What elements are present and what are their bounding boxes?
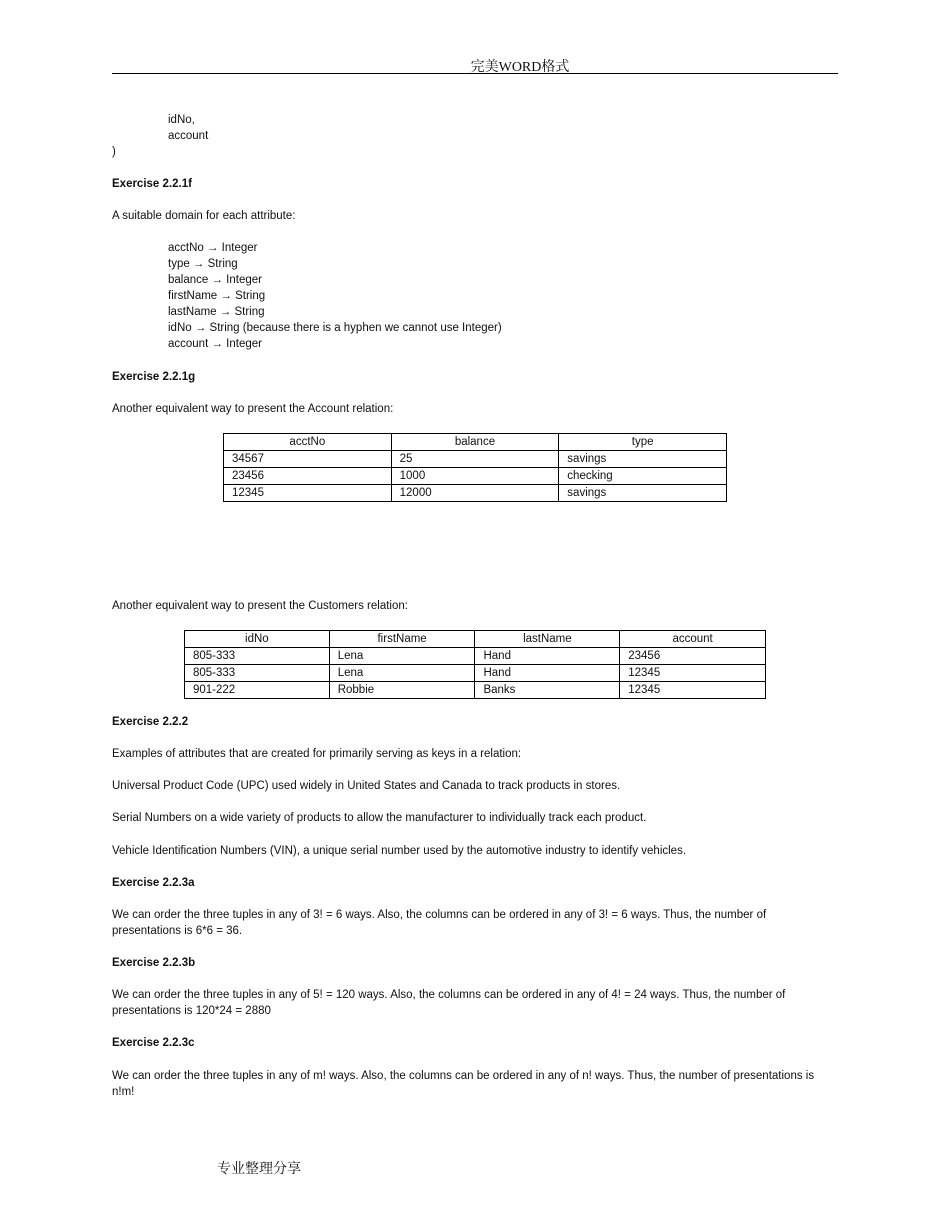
heading-2-2-3a: Exercise 2.2.3a bbox=[112, 877, 195, 889]
column-header: lastName bbox=[475, 631, 620, 648]
heading-2-2-3c: Exercise 2.2.3c bbox=[112, 1037, 195, 1049]
customers-table bbox=[184, 630, 766, 699]
domain-item: acctNo → Integer bbox=[168, 242, 258, 254]
table-cell: 805-333 bbox=[185, 648, 330, 665]
domain-list bbox=[168, 240, 502, 352]
table-cell: 12345 bbox=[224, 485, 392, 502]
table-row bbox=[224, 451, 727, 468]
keys-example-serial: Serial Numbers on a wide variety of products to allow the manufacturer to individually track each product. bbox=[112, 812, 647, 824]
heading-2-2-1g: Exercise 2.2.1g bbox=[112, 371, 196, 383]
domain-intro: A suitable domain for each attribute: bbox=[112, 210, 296, 222]
table-cell: 1000 bbox=[391, 468, 559, 485]
closing-paren: ) bbox=[112, 146, 116, 158]
table-cell: Lena bbox=[329, 648, 475, 665]
table-cell: 23456 bbox=[224, 468, 392, 485]
answer-2-2-3a: We can order the three tuples in any of 3! = 6 ways. Also, the columns can be ordered in any of 3! = 6 ways. Thus, the number of presentations is 6*6 = 36. bbox=[112, 909, 767, 937]
table-row bbox=[185, 665, 766, 682]
table-cell: 12345 bbox=[620, 682, 766, 699]
header-rule bbox=[112, 73, 838, 74]
table-cell: savings bbox=[559, 451, 727, 468]
answer-2-2-3b: We can order the three tuples in any of 5! = 120 ways. Also, the columns can be ordered in any of 4! = 24 ways. Thus, the number of presentations is 120*24 = 2880 bbox=[112, 989, 786, 1017]
table-cell: Hand bbox=[475, 648, 620, 665]
column-header: type bbox=[559, 434, 727, 451]
domain-item: firstName → String bbox=[168, 290, 266, 302]
keys-example-upc: Universal Product Code (UPC) used widely in United States and Canada to track products in stores. bbox=[112, 780, 621, 792]
column-header: idNo bbox=[185, 631, 330, 648]
table-row bbox=[185, 648, 766, 665]
table-cell: Hand bbox=[475, 665, 620, 682]
column-header: firstName bbox=[329, 631, 475, 648]
domain-item: idNo → String (because there is a hyphen we cannot use Integer) bbox=[168, 322, 502, 334]
table-cell: savings bbox=[559, 485, 727, 502]
domain-item: lastName → String bbox=[168, 306, 265, 318]
table-cell: 23456 bbox=[620, 648, 766, 665]
top-line-account: account bbox=[168, 130, 209, 142]
column-header: balance bbox=[391, 434, 559, 451]
table-row bbox=[224, 485, 727, 502]
table-cell: 12000 bbox=[391, 485, 559, 502]
answer-2-2-3c: We can order the three tuples in any of m! ways. Also, the columns can be ordered in any of n! ways. Thus, the number of presentations is n!m! bbox=[112, 1070, 815, 1098]
table-cell: 34567 bbox=[224, 451, 392, 468]
heading-2-2-2: Exercise 2.2.2 bbox=[112, 716, 189, 728]
column-header: acctNo bbox=[224, 434, 392, 451]
table-row bbox=[185, 682, 766, 699]
table-cell: 901-222 bbox=[185, 682, 330, 699]
table-cell: Robbie bbox=[329, 682, 475, 699]
top-line-idno: idNo, bbox=[168, 114, 195, 126]
table-cell: Banks bbox=[475, 682, 620, 699]
heading-2-2-1f: Exercise 2.2.1f bbox=[112, 178, 192, 190]
keys-intro: Examples of attributes that are created for primarily serving as keys in a relation: bbox=[112, 748, 522, 760]
table-cell: 805-333 bbox=[185, 665, 330, 682]
keys-example-vin: Vehicle Identification Numbers (VIN), a unique serial number used by the automotive industry to identify vehicles. bbox=[112, 845, 687, 857]
domain-item: type → String bbox=[168, 258, 238, 270]
page-header: 完美WORD格式 bbox=[470, 60, 570, 75]
page-footer: 专业整理分享 bbox=[217, 1162, 301, 1177]
table-cell: checking bbox=[559, 468, 727, 485]
heading-2-2-3b: Exercise 2.2.3b bbox=[112, 957, 196, 969]
table-header-row bbox=[185, 631, 766, 648]
table-cell: Lena bbox=[329, 665, 475, 682]
domain-item: account → Integer bbox=[168, 338, 262, 350]
account-table bbox=[223, 433, 727, 502]
column-header: account bbox=[620, 631, 766, 648]
table-row bbox=[224, 468, 727, 485]
table-cell: 25 bbox=[391, 451, 559, 468]
customers-relation-intro: Another equivalent way to present the Customers relation: bbox=[112, 600, 408, 612]
table-cell: 12345 bbox=[620, 665, 766, 682]
table-header-row bbox=[224, 434, 727, 451]
account-relation-intro: Another equivalent way to present the Account relation: bbox=[112, 403, 394, 415]
domain-item: balance → Integer bbox=[168, 274, 262, 286]
